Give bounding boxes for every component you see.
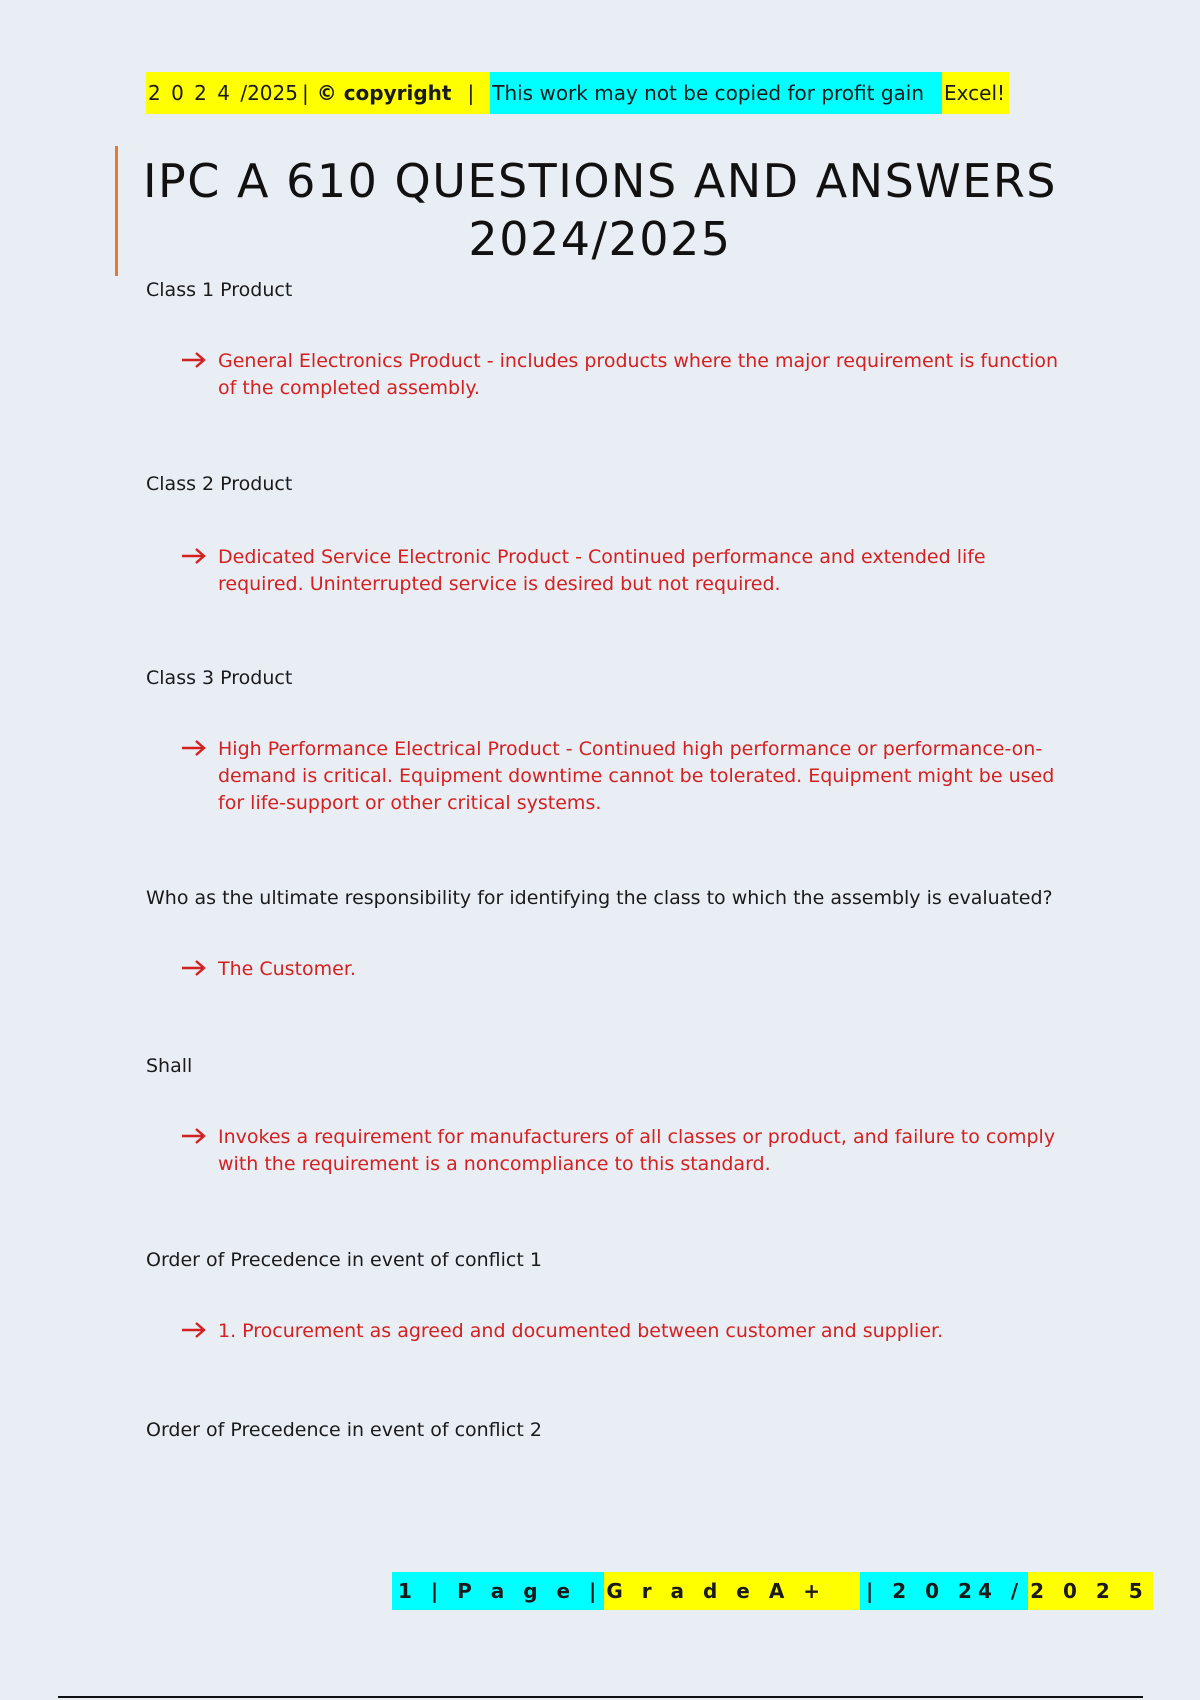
footer-grade: G r a d e A + xyxy=(604,1572,860,1610)
qa-item xyxy=(146,1248,1066,1345)
footer-year-start: | 2 0 24 / xyxy=(860,1572,1028,1610)
answer-text: High Performance Electrical Product - Continued high performance or performance-on-demand is critical. Equipment downtime cannot be tolerated. Equipment might be used for life-support or other critical systems. xyxy=(218,738,1055,814)
answer xyxy=(218,544,1066,598)
right-arrow-icon xyxy=(180,958,208,978)
question-text: Class 1 Product xyxy=(146,279,293,301)
header-notice: This work may not be copied for profit gain xyxy=(490,72,942,114)
right-arrow-icon xyxy=(180,738,208,758)
header-separator: | xyxy=(302,72,309,114)
answer-text: Dedicated Service Electronic Product - Continued performance and extended life required. Uninterrupted service is desired but not required. xyxy=(218,546,986,595)
answer xyxy=(218,956,1066,983)
right-arrow-icon xyxy=(180,546,208,566)
answer xyxy=(218,348,1066,402)
answer xyxy=(218,1124,1066,1178)
right-arrow-icon xyxy=(180,1320,208,1340)
header-strip xyxy=(146,72,1009,114)
qa-item xyxy=(146,886,1066,983)
qa-item xyxy=(146,1054,1066,1178)
qa-item xyxy=(146,472,1066,598)
right-arrow-icon xyxy=(180,1126,208,1146)
footer-strip xyxy=(392,1572,1153,1610)
answer-text: 1. Procurement as agreed and documented between customer and supplier. xyxy=(218,1320,944,1342)
header-year: 2 0 2 4 /2025 xyxy=(146,72,302,114)
question-text: Who as the ultimate responsibility for identifying the class to which the assembly is evaluated? xyxy=(146,887,1053,909)
qa-item xyxy=(146,278,1066,402)
answer-text: Invokes a requirement for manufacturers of all classes or product, and failure to comply with the requirement is a noncompliance to this standard. xyxy=(218,1126,1056,1175)
question-text: Order of Precedence in event of conflict 1 xyxy=(146,1249,542,1271)
answer-text: General Electronics Product - includes products where the major requirement is function of the completed assembly. xyxy=(218,350,1059,399)
header-excel: Excel! xyxy=(942,72,1009,114)
question-text: Class 2 Product xyxy=(146,473,293,495)
answer xyxy=(218,736,1066,817)
question-text: Class 3 Product xyxy=(146,667,293,689)
title-line-1: IPC A 610 QUESTIONS AND ANSWERS xyxy=(142,154,1057,208)
bottom-rule xyxy=(58,1696,1143,1698)
answer-text: The Customer. xyxy=(218,958,356,980)
answer xyxy=(218,1318,1066,1345)
page-title xyxy=(130,152,1070,268)
qa-item xyxy=(146,666,1066,817)
header-copyright: © copyright xyxy=(309,72,460,114)
title-accent-bar xyxy=(115,146,118,276)
question-text: Shall xyxy=(146,1055,193,1077)
right-arrow-icon xyxy=(180,350,208,370)
footer-year-end: 2 0 2 5 xyxy=(1028,1572,1153,1610)
header-separator: | xyxy=(459,72,490,114)
qa-item xyxy=(146,1418,1066,1442)
title-line-2: 2024/2025 xyxy=(468,212,732,266)
question-text: Order of Precedence in event of conflict 2 xyxy=(146,1419,542,1441)
footer-page: 1 | P a g e | xyxy=(392,1572,604,1610)
